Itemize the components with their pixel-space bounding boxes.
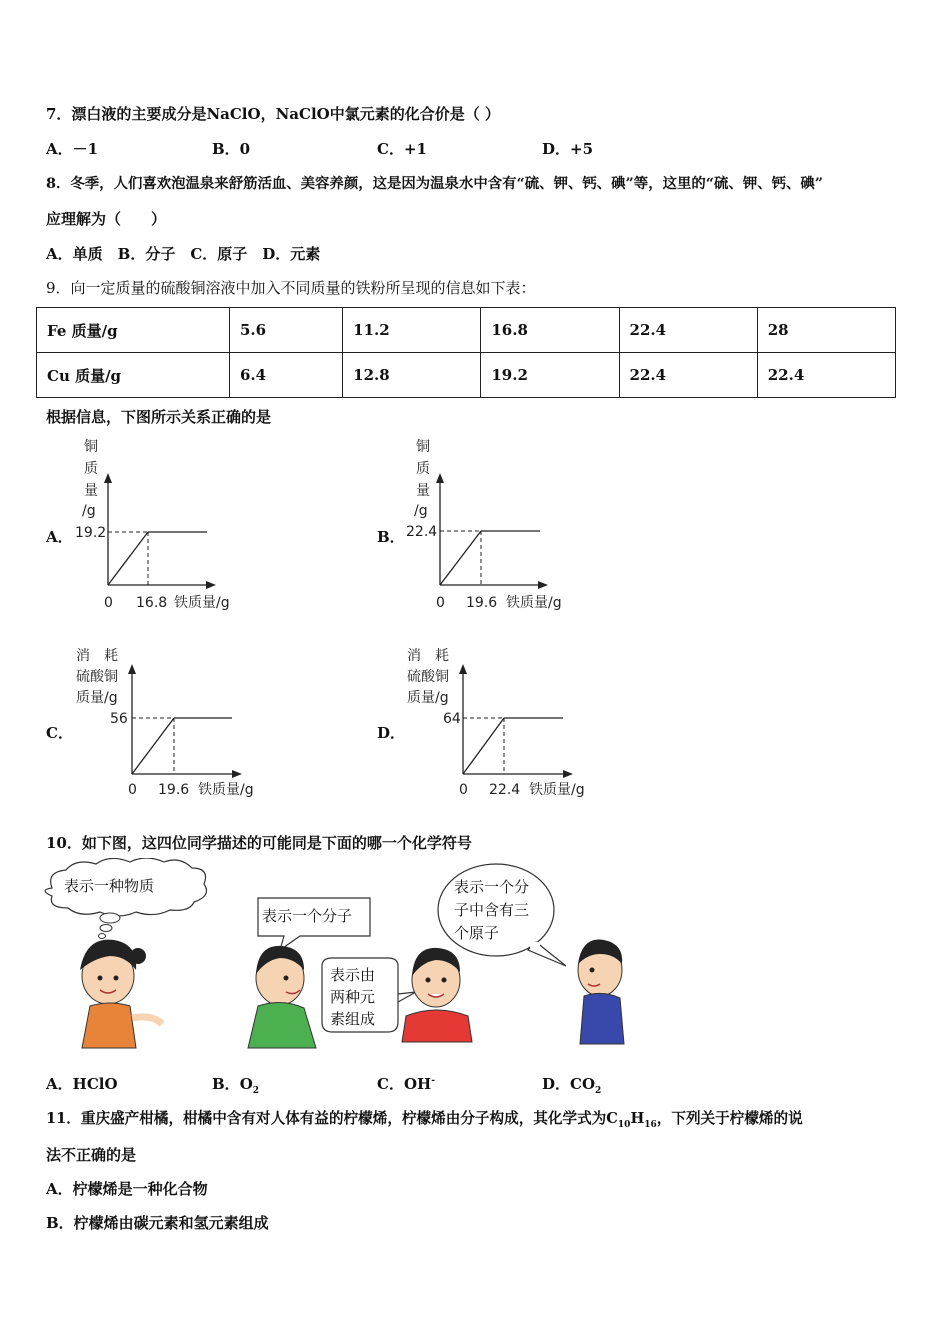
bubble-1-text: 表示一种物质 xyxy=(64,877,155,895)
q8-stem-line1: 8．冬季，人们喜欢泡温泉来舒筋活血、美容养颜，这是因为温泉水中含有“硫、钾、钙、碘”等，这里的“硫、钾、钙、碘” xyxy=(46,175,824,192)
y-label: 量 xyxy=(416,483,430,499)
table-cell: 22.4 xyxy=(757,353,895,398)
graph-d xyxy=(401,642,601,807)
q7-option-a: A．－1 xyxy=(46,140,99,158)
y-tick: 64 xyxy=(443,711,461,727)
q10-stem: 10．如下图，这四位同学描述的可能同是下面的哪一个化学符号 xyxy=(46,834,472,852)
table-cell: Cu 质量/g xyxy=(37,353,230,398)
bubble-3-text: 表示由 xyxy=(330,966,376,984)
student-blue-shirt-illustration xyxy=(578,940,624,1045)
x-label: 铁质量/g xyxy=(198,782,254,798)
q11-stem-line1: 11．重庆盛产柑橘，柑橘中含有对人体有益的柠檬烯，柠檬烯由分子构成，其化学式为$C_{10}H_{16}$，下列关于柠檬烯的说 xyxy=(46,1110,803,1130)
x-tick: 16.8 xyxy=(136,595,168,611)
x-label: 铁质量/g xyxy=(529,782,585,798)
q7-stem: 7．漂白液的主要成分是NaClO，NaClO中氯元素的化合价是（ ） xyxy=(46,105,500,123)
table-cell: 5.6 xyxy=(230,308,343,353)
y-label: /g xyxy=(414,503,428,519)
q8-options: A．单质 B．分子 C．原子 D．元素 xyxy=(46,245,321,263)
bubble-4-text: 表示一个分 xyxy=(454,878,530,896)
x-label: 铁质量/g xyxy=(174,595,230,611)
y-tick: 56 xyxy=(110,711,128,727)
y-label: 消 耗 xyxy=(407,648,449,664)
y-label: 铜 xyxy=(416,439,430,455)
q10-cartoon xyxy=(40,858,640,1058)
q9-data-table xyxy=(36,307,896,398)
q10-option-a: A．HClO xyxy=(46,1075,118,1093)
y-label: 质量/g xyxy=(407,690,449,706)
origin-label: 0 xyxy=(459,782,468,798)
y-tick: 22.4 xyxy=(406,524,438,540)
y-label: 质 xyxy=(84,461,98,477)
q11-stem-line2: 法不正确的是 xyxy=(46,1146,137,1164)
q7-option-c: C．+1 xyxy=(377,140,427,158)
x-tick: 19.6 xyxy=(466,595,498,611)
q10-option-c: C．OH- xyxy=(377,1075,435,1093)
graph-b xyxy=(402,435,592,615)
q9-prompt: 根据信息，下图所示关系正确的是 xyxy=(46,408,272,426)
q9-stem: 9．向一定质量的硫酸铜溶液中加入不同质量的铁粉所呈现的信息如下表： xyxy=(46,279,536,297)
table-row xyxy=(37,353,896,398)
q7-option-b: B．0 xyxy=(212,140,251,158)
y-label: /g xyxy=(82,503,96,519)
table-cell: Fe 质量/g xyxy=(37,308,230,353)
graph-a xyxy=(70,435,260,615)
y-tick: 19.2 xyxy=(75,525,107,541)
bubble-4-text: 个原子 xyxy=(454,924,500,942)
x-tick: 22.4 xyxy=(489,782,521,798)
student-green-shirt-illustration xyxy=(248,946,316,1048)
y-label: 质 xyxy=(416,461,430,477)
bubble-4-text: 子中含有三 xyxy=(454,901,530,919)
bubble-3-text: 两种元 xyxy=(330,988,376,1006)
graph-b-label: B． xyxy=(377,528,405,546)
q11-option-b: B．柠檬烯由碳元素和氢元素组成 xyxy=(46,1214,269,1232)
y-label: 铜 xyxy=(84,439,98,455)
graph-c-label: C． xyxy=(46,724,73,742)
origin-label: 0 xyxy=(436,595,445,611)
graph-c xyxy=(70,642,270,807)
graph-d-label: D． xyxy=(377,724,406,742)
table-cell: 22.4 xyxy=(619,353,757,398)
table-cell: 19.2 xyxy=(481,353,619,398)
y-label: 硫酸铜 xyxy=(407,669,449,685)
bubble-3-text: 素组成 xyxy=(330,1010,376,1028)
table-cell: 16.8 xyxy=(481,308,619,353)
table-cell: 28 xyxy=(757,308,895,353)
bubble-2-text: 表示一个分子 xyxy=(262,907,353,925)
x-tick: 19.6 xyxy=(158,782,190,798)
table-cell: 12.8 xyxy=(343,353,481,398)
q8-stem-line2: 应理解为（ ） xyxy=(46,210,167,228)
table-cell: 22.4 xyxy=(619,308,757,353)
y-label: 硫酸铜 xyxy=(76,669,118,685)
y-label: 量 xyxy=(84,483,98,499)
y-label: 质量/g xyxy=(76,690,118,706)
student-red-shirt-illustration xyxy=(402,948,472,1042)
q10-option-d: D．$CO_2$ xyxy=(542,1075,602,1096)
table-cell: 6.4 xyxy=(230,353,343,398)
y-label: 消 耗 xyxy=(76,648,118,664)
student-girl-illustration xyxy=(80,940,162,1048)
q7-option-d: D．+5 xyxy=(542,140,594,158)
graph-a-label: A． xyxy=(46,528,73,546)
table-cell: 11.2 xyxy=(343,308,481,353)
q10-option-b: B．$O_2$ xyxy=(212,1075,260,1096)
origin-label: 0 xyxy=(128,782,137,798)
q11-option-a: A．柠檬烯是一种化合物 xyxy=(46,1180,208,1198)
table-row xyxy=(37,308,896,353)
origin-label: 0 xyxy=(104,595,113,611)
x-label: 铁质量/g xyxy=(506,595,562,611)
